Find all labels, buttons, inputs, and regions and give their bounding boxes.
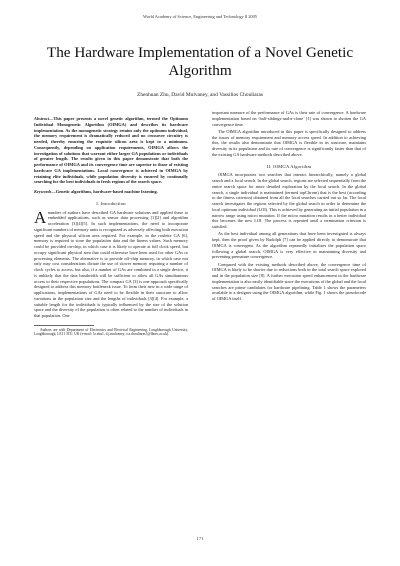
journal-header: World Academy of Science, Engineering and Technology 8 2005 bbox=[143, 14, 257, 19]
author-footnote: Authors are with Department of Electronics and Electrical Engineering, Loughborough University, Loughborough, LE11 3TU, UK (e-mail: {z.zhu1, d.j.mulvaney, v.a.chouliaras}@lboro.ac.uk). bbox=[34, 327, 188, 337]
paragraph-searches: OIMGA incorporates two searches that interact hierarchically, namely a global search and a local search. In the global search, regions are selected sequentially from the entire search space for more detailed exploration by the local search. In the global search, a single individual is maintained (termed topChrom) that is the best (according to the fitness criterion) obtained from all the local searches carried out so far. The local search investigates the regions selected by the global search in order to determine the local optimum individual (LOI). This is achieved by generating an initial population in a narrow range using micro mutation. If the micro mutation results in a better individual this becomes the new LOI. The process is repeated until a termination criterion is satisfied. bbox=[212, 172, 366, 229]
section-heading-introduction: I. Introduction bbox=[96, 200, 126, 206]
paper-title: The Hardware Implementation of a Novel Genetic Algorithm bbox=[46, 44, 354, 79]
keywords-text: —Genetic algorithms, hardware-based machine learning. bbox=[51, 189, 158, 194]
footnote-divider bbox=[34, 325, 94, 326]
intro-text: number of authors have described GA hardware solutions and applied these to embedded applications, such as sensor data processing [1][2] and algorithm acceleration [3][4][5]. In such implementations, the need to incorporate significant numbers of memory units is recognized as adversely affecting both execution speed and the physical silicon area required. For example, in the roulette GA [6], memory is required to store the population data and the fitness values. Such memory could be provided on-chip, in which case it is likely to operate at full clock speed, but occupy significant physical area that could otherwise have been used for other GAs or processing elements. The alternative is to provide off-chip memory, in which case not only may cost considerations dictate the use of slower memory requiring a number of clock cycles to access, but also, if a number of GAs are combined in a single device, it is unlikely that the data bandwidth will be sufficient to allow all GAs simultaneous access to their respective populations. The compact GA [3] is one approach specifically designed to address this memory bottleneck issue. To form their new in a wide range of applications, implementations of GAs need to be flexible in their structure to allow variations in the population size and the lengths of individuals [3][4]. For example, a suitable length for the individuals is typically influenced by the size of the solution space and the diversity of the population is often related to the number of individuals in that population. One bbox=[34, 209, 188, 318]
abstract bbox=[34, 116, 188, 185]
intro-paragraph bbox=[34, 207, 188, 319]
page-number: 171 bbox=[196, 536, 204, 541]
paragraph-convergence-proof: As the best individual among all generations that have been investigated is always kept, then the proof given by Rudolph [7] can be applied directly to demonstrate that OIMGA is convergent. As the algorithm repeatedly initializes the population space following a global search, OIMGA is very effective in maintaining diversity and preventing premature convergence. bbox=[212, 231, 366, 260]
keywords-label: Keywords bbox=[34, 189, 52, 194]
paragraph-comparison: Compared with the existing methods described above, the convergence time of OIMGA is likely to be shorter due to reductions both in the total search space explored and in the population size [8]. A further execution speed enhancement in the hardware implementation is also easily identifiable since the executions of the global and the local searches are prime candidates for hardware pipelining. Table 1 shows the parameters available to a designer using the OIMGA algorithm, while Fig. 1 shows the pseudocode of OIMGA itself. bbox=[212, 261, 366, 301]
drop-cap: A bbox=[34, 207, 47, 227]
paragraph-convergence: important measure of the performance of GAs is their rate of convergence. A hardware implementation based on ‘half-siblings-and-a-clone’ [1] was shown to shorten the GA convergence time. bbox=[212, 110, 366, 127]
section-heading-oimga: II. OIMGA Algorithm bbox=[266, 163, 312, 169]
keywords bbox=[34, 189, 188, 195]
paragraph-oimga-intro: The OIMGA algorithm introduced in this paper is specifically designed to address the issues of memory requirement and memory access speed. In addition to achieving this, the results also demonstrate that OIMGA is flexible in its structure, maintains diversity in its population and its rate of convergence is significantly faster than that of the existing GA hardware methods described above. bbox=[212, 128, 366, 157]
left-column bbox=[34, 116, 188, 338]
abstract-text: —This paper presents a novel genetic algorithm, termed the Optimum Individual Monogenetic Algorithm (OIMGA) and describes its hardware implementation. As the monogenetic strategy retains only the optimum individual, the memory requirement is dramatically reduced and no crossover circuitry is needed, thereby ensuring the requisite silicon area is kept to a minimum. Consequently, depending on application requirements, OIMGA allows the investigation of solutions that warrant either larger GA populations or individuals of greater length. The results given in this paper demonstrate that both the performance of OIMGA and its convergence time are superior to those of existing hardware GA implementations. Local convergence is achieved in OIMGA by retaining elite individuals, while population diversity is ensured by continually searching for the best individuals in fresh regions of the search space. bbox=[34, 116, 188, 185]
abstract-label: Abstract bbox=[34, 116, 49, 121]
author-list: Zhenhuan Zhu, David Mulvaney, and Vassilios Chouliaras bbox=[137, 92, 263, 98]
right-column bbox=[212, 110, 366, 303]
